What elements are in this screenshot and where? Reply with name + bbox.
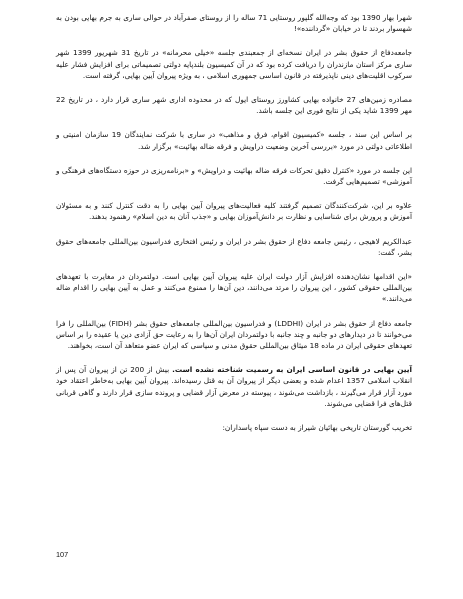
paragraph-5	[56, 165, 412, 187]
paragraph-bold-lead: آیین بهایی در قانون اساسی ایران به رسمیت شناخته نشده است.	[172, 365, 413, 375]
paragraph-text: «این اقدامها نشان‌دهنده افزایش آزار دولت ایران علیه پیروان آیین بهایی است. دولتمردان در مغایرت با تعهدهای بین‌المللی حقوقی کشور ، این پیروان را مرتد می‌دانند، دین آن‌ها را ممنوع می‌کنند و عمل به آیین بهایی را اقدام ضاله می‌دانند.»	[56, 272, 412, 304]
paragraph-7	[56, 236, 412, 258]
paragraph-text: بیش از 200 تن از پیروان آن پس از انقلاب اسلامی 1357 اعدام شده و بعضی دیگر از پیروان آن به قتل رسیده‌اند. پیروان آیین بهایی به‌خاطر اعتقاد خود مورد آزار قرار می‌گیرند ، بازداشت می‌شوند ، پیوسته در معرض آزار قضایی و پرونده‌ سازی قرار دارند و گاهی قربانی قتل‌های فرا قضایی می‌شوند.	[56, 365, 412, 408]
paragraph-text: مصادره زمین‌های 27 خانواده بهایی کشاورز روستای ایول که در محدوده اداری شهر ساری قرار دارد ، در تاریخ 22 مهر 1399 شاید یکی از نتایج فوری این جلسه باشد.	[56, 95, 412, 116]
paragraph-text: جامعه‌دفاع از حقوق بشر در ایران نسخه‌ای از جمعبندی جلسه «خیلی محرمانه» در تاریخ 31 شهریور 1399 شهر ساری مرکز استان مازندران را دریافت کرده بود که در آن کمیسیون بلندپایه دولتی تصمیماتی برای افزایش فشار علیه سرکوب اقلیت‌های دینی ناپذیرفته در قانون اساسی جمهوری اسلامی ، به ویژه پیروان آیین بهایی، گرفته است.	[56, 48, 412, 80]
paragraph-6	[56, 200, 412, 222]
paragraph-text: جامعه دفاع از حقوق بشر در ایران (LDDHI) و فدراسیون بین‌المللی جامعه‌های حقوق بشر (FIDH) بین‌المللی را فرا می‌خوانند تا در دیدارهای دو جانبه و چند جانبه با دولتمردان ایران آن‌ها را به رعایت حق آزادی دین یا عقیده را بر اساس تعهدهای حقوقی ایران در ماده 18 میثاق بین‌المللی حقوق مدنی و سیاسی که ایران عضو متعاهد آن است، بخواهند.	[56, 318, 413, 351]
paragraph-1	[56, 12, 412, 34]
paragraph-8	[56, 271, 412, 305]
paragraph-text: علاوه بر این، شرکت‌کنندگان تصمیم گرفتند کلیه فعالیت‌های پیروان آیین بهایی را به دقت کنترل کنند و به مسئولان آموزش و پرورش برای شناسایی و نظارت بر دانش‌آموزان بهایی و «جذب آنان به دین اسلام» رهنمود بدهند.	[56, 201, 412, 222]
paragraph-text: تخریب گورستان تاریخی بهائیان شیراز به دست سپاه پاسداران:	[222, 423, 412, 433]
paragraph-11	[56, 422, 412, 433]
paragraph-text: شهرا بهار 1390 بود که وجه‌الله گلپور روستایی 71 ساله را از روستای صفرآباد در حوالی ساری به جرم بهایی بودن به شهسوار بردند تا در خیابان «گرداننده»!	[56, 13, 413, 34]
paragraph-text: عبدالکریم لاهیجی ، رئیس جامعه دفاع از حقوق بشر در ایران و رئیس افتخاری فدراسیون بین‌المللی جامعه‌های حقوق بشر، گفت:	[56, 236, 412, 257]
paragraph-4	[56, 129, 412, 151]
document-page	[56, 12, 412, 446]
paragraph-10	[56, 364, 412, 409]
paragraph-text: این جلسه در مورد «کنترل دقیق تحرکات فرقه ضاله بهائیت و دراویش» و «برنامه‌ریزی در حوزه دستگاه‌های فرهنگی و آموزشی» تصمیم‌هایی گرفت.	[56, 165, 412, 187]
paragraph-text: بر اساس این سند ، جلسه «کمیسیون اقوام، فرق و مذاهب» در ساری با شرکت نمایندگان 19 سازمان امنیتی و اطلاعاتی دولتی در مورد «بررسی آخرین وضعیت دراویش و فرقه ضاله بهائیت» برگزار شد.	[56, 130, 412, 151]
page-number: 107	[56, 550, 69, 559]
paragraph-2	[56, 47, 412, 81]
paragraph-3	[56, 94, 412, 116]
paragraph-9	[56, 318, 412, 352]
